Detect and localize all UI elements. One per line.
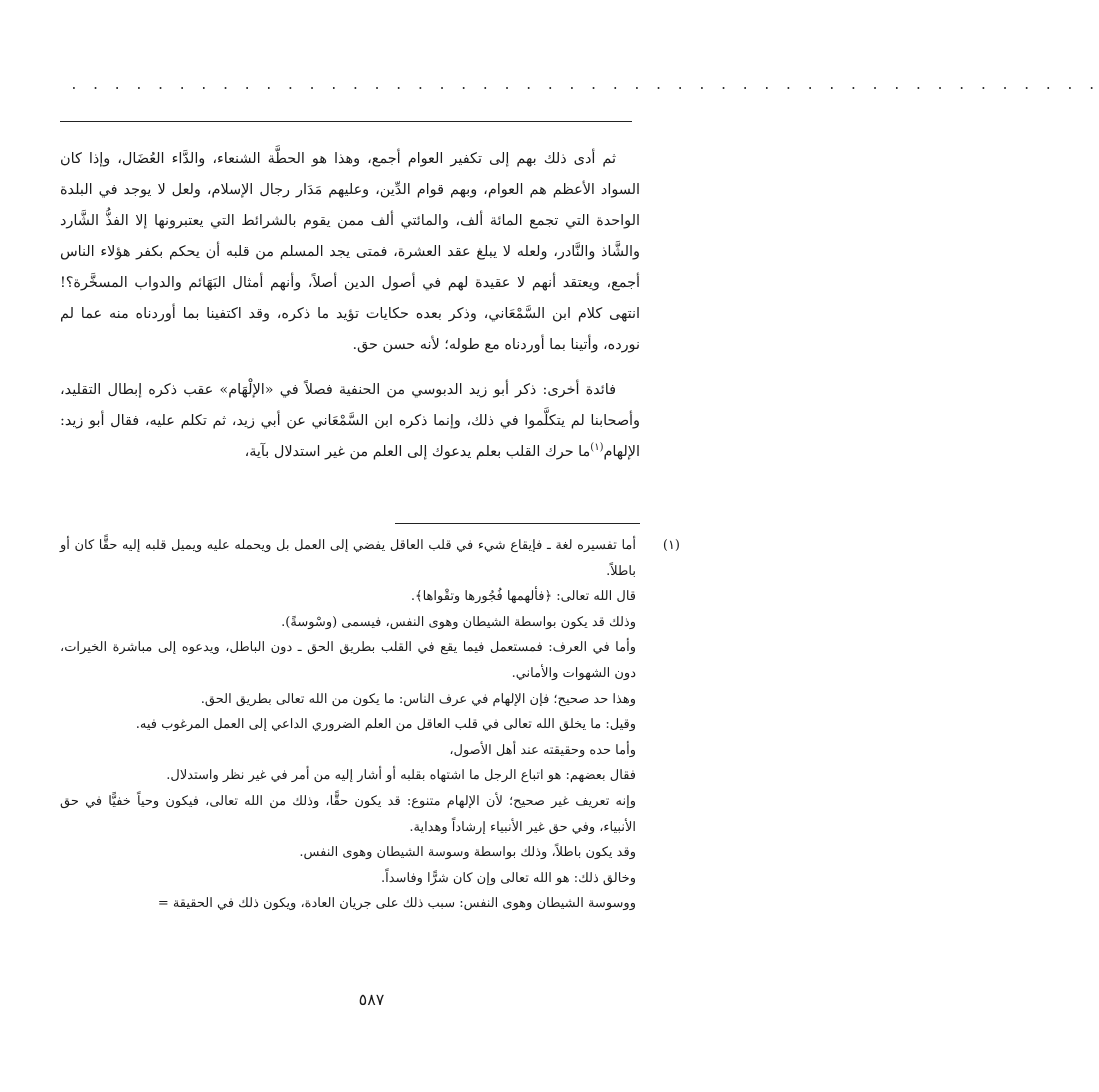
main-text (60, 144, 640, 468)
footnote-line: وخالق ذلك: هو الله تعالى وإن كان شرًّا وفاسداً. (380, 870, 636, 886)
paragraph-1: ثم أدى ذلك بهم إلى تكفير العوام أجمع، وهذا هو الحطَّة الشنعاء، والدَّاء العُضَال، وإذا كان السواد الأعظم هم العوام، وبهم قوام الدِّين، وعليهم مَدَار رجال الإسلام، ولعل لا يوجد في البلدة الواحدة التي تجمع المائة ألف، والمائتي ألف ممن يقوم بالشرائط التي يعتبرونها إلا الفذُّ الشَّارد والشَّاذ والنَّادر، ولعله لا يبلغ عقد العشرة، فمتى يجد المسلم من قلبه أن يحكم بكفر هؤلاء الناس أجمع، ويعتقد أنهم لا عقيدة لهم في أصول الدين أصلاً، وأنهم أمثال البَهَائم والدواب المسخَّرة؟! انتهى كلام ابن السَّمْعَاني، وذكر بعده حكايات تؤيد ما ذكره، وقد اكتفينا بما أوردناه منه عما لم نورده، وأتينا بما أوردناه مع طوله؛ لأنه حسن حق. (60, 151, 640, 353)
footnote-separator (395, 523, 640, 524)
header-dotted-line: . . . . . . . . . . . . . . . . . . . . . . . . . . . . . . . . . . . . . . . . . . . . . . . . (70, 78, 1099, 93)
footnote-body (60, 533, 636, 917)
footnote-reference: (١) (590, 442, 604, 454)
footnote-number: (١) (662, 538, 680, 553)
footnote-line: فقال بعضهم: هو اتباع الرجل ما اشتهاه بقلبه أو أشار إليه من أمر في غير نظر واستدلال. (166, 768, 636, 784)
footnote-line: قال الله تعالى: ﴿فألهمها فُجُورها وتقْواها﴾. (410, 589, 636, 605)
page-number: ٥٨٧ (358, 990, 385, 1009)
paragraph-2-start: فائدة أخرى: ذكر أبو زيد الدبوسي من الحنفية فصلاً في «الإلْهَام» عقب ذكره إبطال التقليد، وأصحابنا لم يتكلَّموا في ذلك، وإنما ذكره ابن السَّمْعَاني عن أبي زيد، ثم تكلم عليه، فقال أبو زيد: الإلهام (60, 382, 640, 460)
footnote-line: وأما حده وحقيقته عند أهل الأصول، (449, 742, 636, 758)
footnote-line: وذلك قد يكون بواسطة الشيطان وهوى النفس، فيسمى (وسْوسةً). (281, 614, 636, 630)
footnote-line: وقد يكون باطلاً، وذلك بواسطة وسوسة الشيطان وهوى النفس. (299, 845, 636, 861)
header-rule (60, 121, 632, 122)
footnote-line: وأما في العرف: فمستعمل فيما يقع في القلب بطريق الحق ـ دون الباطل، ويدعوه إلى مباشرة الخيرات، دون الشهوات والأماني. (60, 640, 636, 681)
footnote-line: وإنه تعريف غير صحيح؛ لأن الإلهام متنوع: قد يكون حقًّا، وذلك من الله تعالى، فيكون وحياً خفيًّا في حق الأنبياء، وفي حق غير الأنبياء إرشاداً وهداية. (60, 793, 636, 835)
paragraph-2-end: ما حرك القلب بعلم يدعوك إلى العلم من غير استدلال بآية، (244, 444, 591, 460)
footnote-line: وهذا حد صحيح؛ فإن الإلهام في عرف الناس: ما يكون من الله تعالى بطريق الحق. (200, 691, 636, 707)
footnote-block (60, 533, 680, 917)
footnote-line: وقيل: ما يخلق الله تعالى في قلب العاقل من العلم الضروري الداعي إلى العمل المرغوب فيه. (135, 717, 636, 733)
footnote-line: ووسوسة الشيطان وهوى النفس: سبب ذلك على جريان العادة، ويكون ذلك في الحقيقة = (157, 896, 636, 912)
footnote-line: أما تفسيره لغة ـ فإيقاع شيء في قلب العاقل يفضي إلى العمل بل ويحمله عليه ويميل قلبه إليه حقًّا كان أو باطلاً. (60, 538, 636, 579)
paragraph-2 (60, 375, 640, 468)
